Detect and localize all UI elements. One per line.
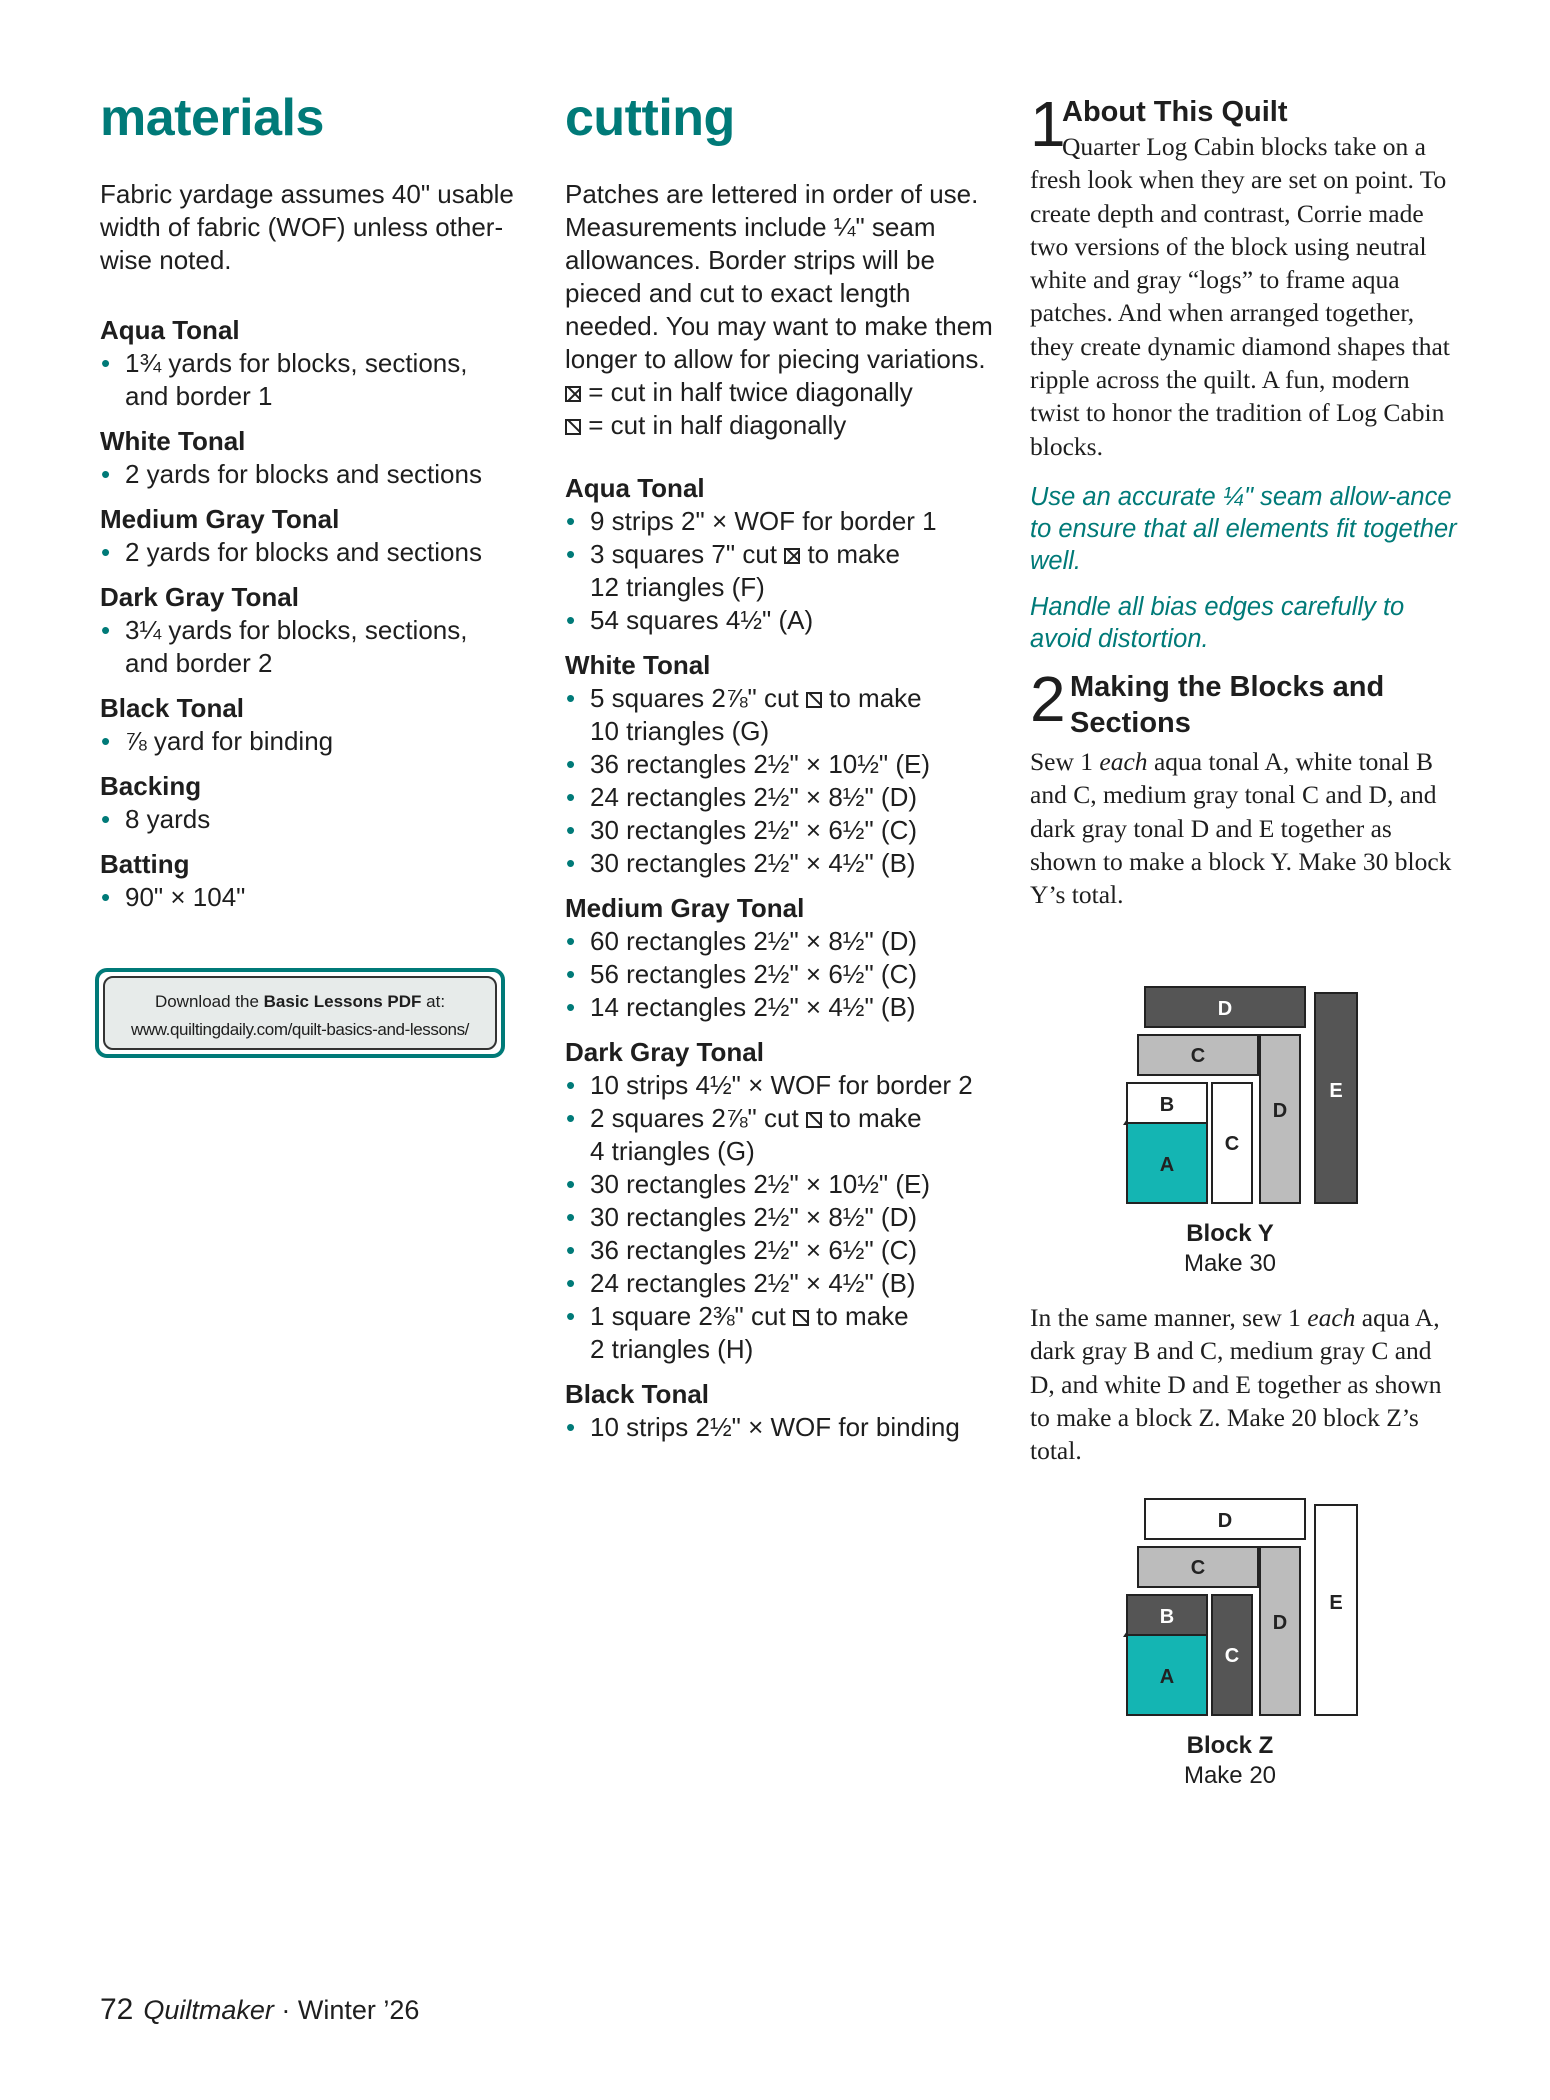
cut-once-diagonal-icon (806, 692, 822, 708)
cutting-heading: Dark Gray Tonal (565, 1037, 764, 1067)
list-item: • ⅞ yard for binding (101, 726, 334, 756)
page-number: 72 (100, 1993, 134, 2026)
cutting-group-medium (565, 892, 995, 1024)
list-item: • 10 strips 4½" × WOF for border 2 (566, 1070, 973, 1100)
list-item: • 36 rectangles 2½" × 10½" (E) (566, 749, 931, 779)
making-text-1: Sew 1 each aqua tonal A, white tonal B and C, medium gray tonal C and D, and dark gray tonal D and E together as shown to make a block Y. Make 30 block Y’s total. (1030, 746, 1452, 910)
tip-bias: Handle all bias edges carefully to avoid distortion. (1030, 592, 1405, 653)
list-item: • 90" × 104" (101, 882, 246, 912)
materials-intro: Fabric yardage assumes 40" usable width of fabric (WOF) unless other-wise noted. (100, 179, 514, 275)
materials-group (100, 581, 530, 680)
label-e: E (1329, 1592, 1343, 1614)
cutting-title: cutting (565, 89, 735, 147)
instructions-column (1030, 88, 1460, 911)
page-footer (100, 1993, 419, 2027)
cutting-intro: Patches are lettered in order of use. Measurements include ¼" seam allowances. Border strips will be pieced and cut to exact length needed. You may want to make them longer to allow for piecing variations. (565, 179, 993, 374)
list-item: • 2 yards for blocks and sections (101, 459, 482, 489)
list-item: • 1 square 2⅜" cut to make (566, 1301, 909, 1331)
materials-heading: Backing (100, 771, 202, 801)
download-link[interactable]: www.quiltingdaily.com/quilt-basics-and-lessons/ (130, 1020, 470, 1039)
list-item: • 5 squares 2⅞" cut to make (566, 683, 922, 713)
block-y-corner-triangle (1123, 1119, 1127, 1125)
materials-title: materials (100, 89, 324, 147)
label-c: C (1224, 1133, 1240, 1155)
materials-heading: Medium Gray Tonal (100, 504, 340, 534)
block-z-caption: Block Z (1186, 1732, 1274, 1759)
step-title: About This Quilt (1062, 96, 1288, 128)
label-d: D (1217, 1510, 1233, 1532)
cutting-group-aqua (565, 472, 995, 637)
step-number: 2 (1030, 662, 1066, 735)
list-item: • 2 yards for blocks and sections (101, 537, 482, 567)
label-b: B (1159, 1606, 1175, 1628)
label-c: C (1190, 1045, 1206, 1067)
list-item: • 2 squares 2⅞" cut to make (566, 1103, 922, 1133)
block-z-diagram (1115, 1497, 1375, 1792)
about-text: Quarter Log Cabin blocks take on a fresh look when they are set on point. To create depth and contrast, Corrie made two versions of the block using neutral white and gray “logs” to frame aqua patches. And when arranged together, they create dynamic diamond shapes that ripple across the quilt. A fun, modern twist to honor the tradition of Log Cabin blocks. (1030, 132, 1450, 461)
materials-heading: White Tonal (100, 426, 246, 456)
list-item: • 56 rectangles 2½" × 6½" (C) (566, 959, 918, 989)
label-c: C (1190, 1557, 1206, 1579)
list-item: • 60 rectangles 2½" × 8½" (D) (566, 926, 918, 956)
list-item: • 30 rectangles 2½" × 6½" (C) (566, 815, 918, 845)
cutting-heading: Black Tonal (565, 1379, 710, 1409)
label-e: E (1329, 1080, 1343, 1102)
cutting-heading: Medium Gray Tonal (565, 893, 805, 923)
magazine-name: Quiltmaker (143, 1995, 274, 2025)
list-item: • 9 strips 2" × WOF for border 1 (566, 506, 937, 536)
materials-heading: Batting (100, 849, 190, 879)
cut-once-diagonal-icon (806, 1112, 822, 1128)
label-b: B (1159, 1094, 1175, 1116)
label-d: D (1217, 998, 1233, 1020)
tip-seam: Use an accurate ¼" seam allow-ance to ensure that all elements fit together well. (1030, 482, 1457, 575)
download-text: Download the Basic Lessons PDF at: (154, 992, 446, 1011)
cutting-group-dark (565, 1036, 995, 1366)
cut-twice-diagonal-icon (784, 548, 800, 564)
materials-group (100, 314, 530, 413)
list-item: 4 triangles (G) (590, 1136, 755, 1166)
list-item: 12 triangles (F) (590, 572, 765, 602)
list-item: • 10 strips 2½" × WOF for binding (566, 1412, 960, 1442)
issue-label: · Winter ’26 (273, 1995, 420, 2025)
label-a: A (1159, 1154, 1175, 1176)
list-item: • 30 rectangles 2½" × 4½" (B) (566, 848, 916, 878)
step-number: 1 (1030, 88, 1066, 160)
list-item: • 30 rectangles 2½" × 8½" (D) (566, 1202, 918, 1232)
step-2 (1030, 662, 1460, 741)
materials-group (100, 425, 530, 491)
download-callout-inner (103, 976, 497, 1050)
label-a: A (1159, 1666, 1175, 1688)
materials-column (100, 88, 530, 926)
list-item: • 1¾ yards for blocks, sections, (101, 348, 468, 378)
label-d: D (1272, 1612, 1288, 1634)
step-title: Making the Blocks and Sections (1070, 670, 1385, 739)
materials-heading: Aqua Tonal (100, 315, 240, 345)
materials-group (100, 770, 530, 836)
block-y-count: Make 30 (1183, 1250, 1277, 1277)
materials-group (100, 692, 530, 758)
label-d: D (1272, 1100, 1288, 1122)
cutting-heading: White Tonal (565, 650, 711, 680)
legend-once: = cut in half diagonally (565, 409, 995, 442)
list-item: • 3¼ yards for blocks, sections, (101, 615, 468, 645)
legend-twice: = cut in half twice diagonally (565, 376, 995, 409)
cut-once-diagonal-icon (565, 419, 581, 435)
list-item: • 14 rectangles 2½" × 4½" (B) (566, 992, 916, 1022)
step-1 (1030, 88, 1460, 160)
materials-group (100, 503, 530, 569)
materials-heading: Dark Gray Tonal (100, 582, 299, 612)
list-item: • 24 rectangles 2½" × 4½" (B) (566, 1268, 916, 1298)
making-text-2: In the same manner, sew 1 each aqua A, dark gray B and C, medium gray C and D, and white D and E together as shown to make a block Z. Make 20 block Z’s total. (1030, 1303, 1442, 1466)
list-item: • 3 squares 7" cut to make (566, 539, 900, 569)
list-item: • 24 rectangles 2½" × 8½" (D) (566, 782, 918, 812)
cutting-column (565, 88, 995, 1456)
label-c: C (1224, 1645, 1240, 1667)
list-item: • 8 yards (101, 804, 211, 834)
cutting-heading: Aqua Tonal (565, 473, 705, 503)
list-item: • 36 rectangles 2½" × 6½" (C) (566, 1235, 918, 1265)
list-item: • 30 rectangles 2½" × 10½" (E) (566, 1169, 931, 1199)
list-item: and border 1 (125, 381, 273, 411)
materials-heading: Black Tonal (100, 693, 245, 723)
list-item: and border 2 (125, 648, 273, 678)
block-y-diagram (1115, 985, 1375, 1280)
block-z-corner-triangle (1123, 1631, 1127, 1637)
download-callout (95, 968, 505, 1058)
list-item: 10 triangles (G) (590, 716, 770, 746)
materials-group (100, 848, 530, 914)
cutting-group-black (565, 1378, 995, 1444)
block-y-caption: Block Y (1186, 1220, 1274, 1247)
list-item: 2 triangles (H) (590, 1334, 754, 1364)
list-item: • 54 squares 4½" (A) (566, 605, 814, 635)
cutting-group-white (565, 649, 995, 880)
cut-once-diagonal-icon (793, 1310, 809, 1326)
cut-twice-diagonal-icon (565, 386, 581, 402)
block-z-count: Make 20 (1183, 1762, 1277, 1789)
